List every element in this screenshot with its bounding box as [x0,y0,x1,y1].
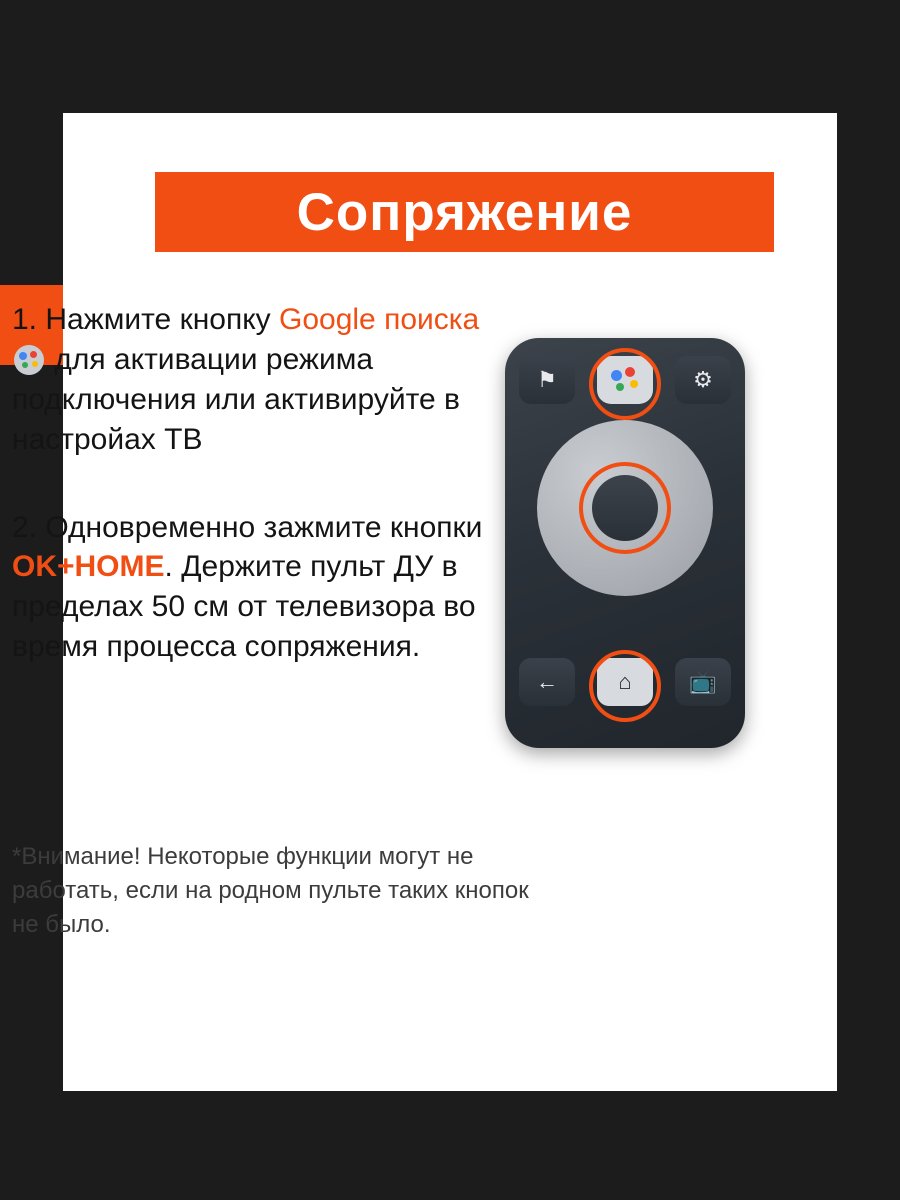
highlight-ring-ok [579,462,671,554]
step-2-suffix: . Держите пульт ДУ в пределах 50 см от телевизора во время процесса сопряжения. [12,550,476,664]
remote-control [505,338,745,748]
gear-icon: ⚙ [693,367,713,392]
google-assistant-icon [14,345,44,375]
step-1-highlight: Google поиска [279,303,480,336]
instructions [12,300,512,667]
step-1 [12,300,512,460]
bookmark-button[interactable] [519,356,575,404]
highlight-ring-assistant [589,348,661,420]
tv-button[interactable] [675,658,731,706]
back-arrow-icon: ← [536,669,558,694]
home-icon: ⌂ [618,669,632,694]
step-2-prefix: 2. Одновременно зажмите кнопки [12,510,483,544]
step-2-highlight: OK+HOME [12,550,165,584]
tv-icon: 📺 [689,669,717,694]
back-button[interactable] [519,658,575,706]
step-1-prefix: 1. Нажмите кнопку [12,303,279,336]
step-1-suffix: для активации режима подключения или активируйте в настройах ТВ [12,342,460,456]
page-title: Сопряжение [296,182,633,242]
title-banner [155,172,774,252]
step-2 [12,508,512,668]
bookmark-icon: ⚑ [537,367,557,392]
settings-button[interactable] [675,356,731,404]
highlight-ring-home [589,650,661,722]
footnote: *Внимание! Некоторые функции могут не работать, если на родном пульте таких кнопок не было. [12,843,529,939]
